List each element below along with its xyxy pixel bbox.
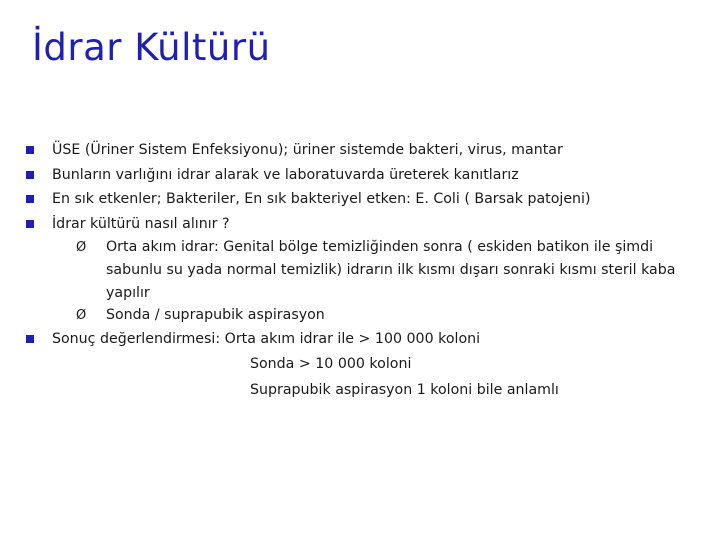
bullet-item <box>22 163 702 188</box>
bullet-text: Bunların varlığını idrar alarak ve laboratuvarda üreterek kanıtlarız <box>52 166 519 183</box>
arrow-bullet-icon: Ø <box>76 240 87 256</box>
bullet-text: En sık etkenler; Bakteriler, En sık bakteriyel etken: E. Coli ( Barsak patojeni) <box>52 191 591 208</box>
square-bullet-icon <box>26 146 34 154</box>
square-bullet-icon <box>26 195 34 203</box>
result-line: Sonda > 10 000 koloni <box>250 356 412 373</box>
sub-bullet-item <box>22 236 702 304</box>
bullet-item <box>22 187 702 212</box>
slide-title: İdrar Kültürü <box>32 26 271 69</box>
bullet-text: İdrar kültürü nasıl alınır ? <box>52 215 230 232</box>
slide-content <box>22 138 702 403</box>
sub-bullet-text: Sonda / suprapubik aspirasyon <box>106 307 325 324</box>
sub-bullet-text-line: Orta akım idrar: Genital bölge temizliğinden sonra ( eskiden batikon ile şimdi <box>106 239 654 256</box>
square-bullet-icon <box>26 171 34 179</box>
bullet-item <box>22 138 702 163</box>
sub-bullet-item <box>22 304 702 327</box>
square-bullet-icon <box>26 335 34 343</box>
arrow-bullet-icon: Ø <box>76 308 87 324</box>
sub-bullet-text-line: sabunlu su yada normal temizlik) idrarın ilk kısmı dışarı sonraki kısmı steril kaba <box>106 261 676 278</box>
bullet-item <box>22 212 702 237</box>
bullet-item <box>22 327 702 352</box>
bullet-text: ÜSE (Üriner Sistem Enfeksiyonu); üriner sistemde bakteri, virus, mantar <box>52 142 563 158</box>
sub-bullet-text-line: yapılır <box>106 284 150 301</box>
bullet-text: Sonuç değerlendirmesi: Orta akım idrar ile > 100 000 koloni <box>52 330 481 347</box>
square-bullet-icon <box>26 220 34 228</box>
result-line: Suprapubik aspirasyon 1 koloni bile anlamlı <box>250 382 559 399</box>
